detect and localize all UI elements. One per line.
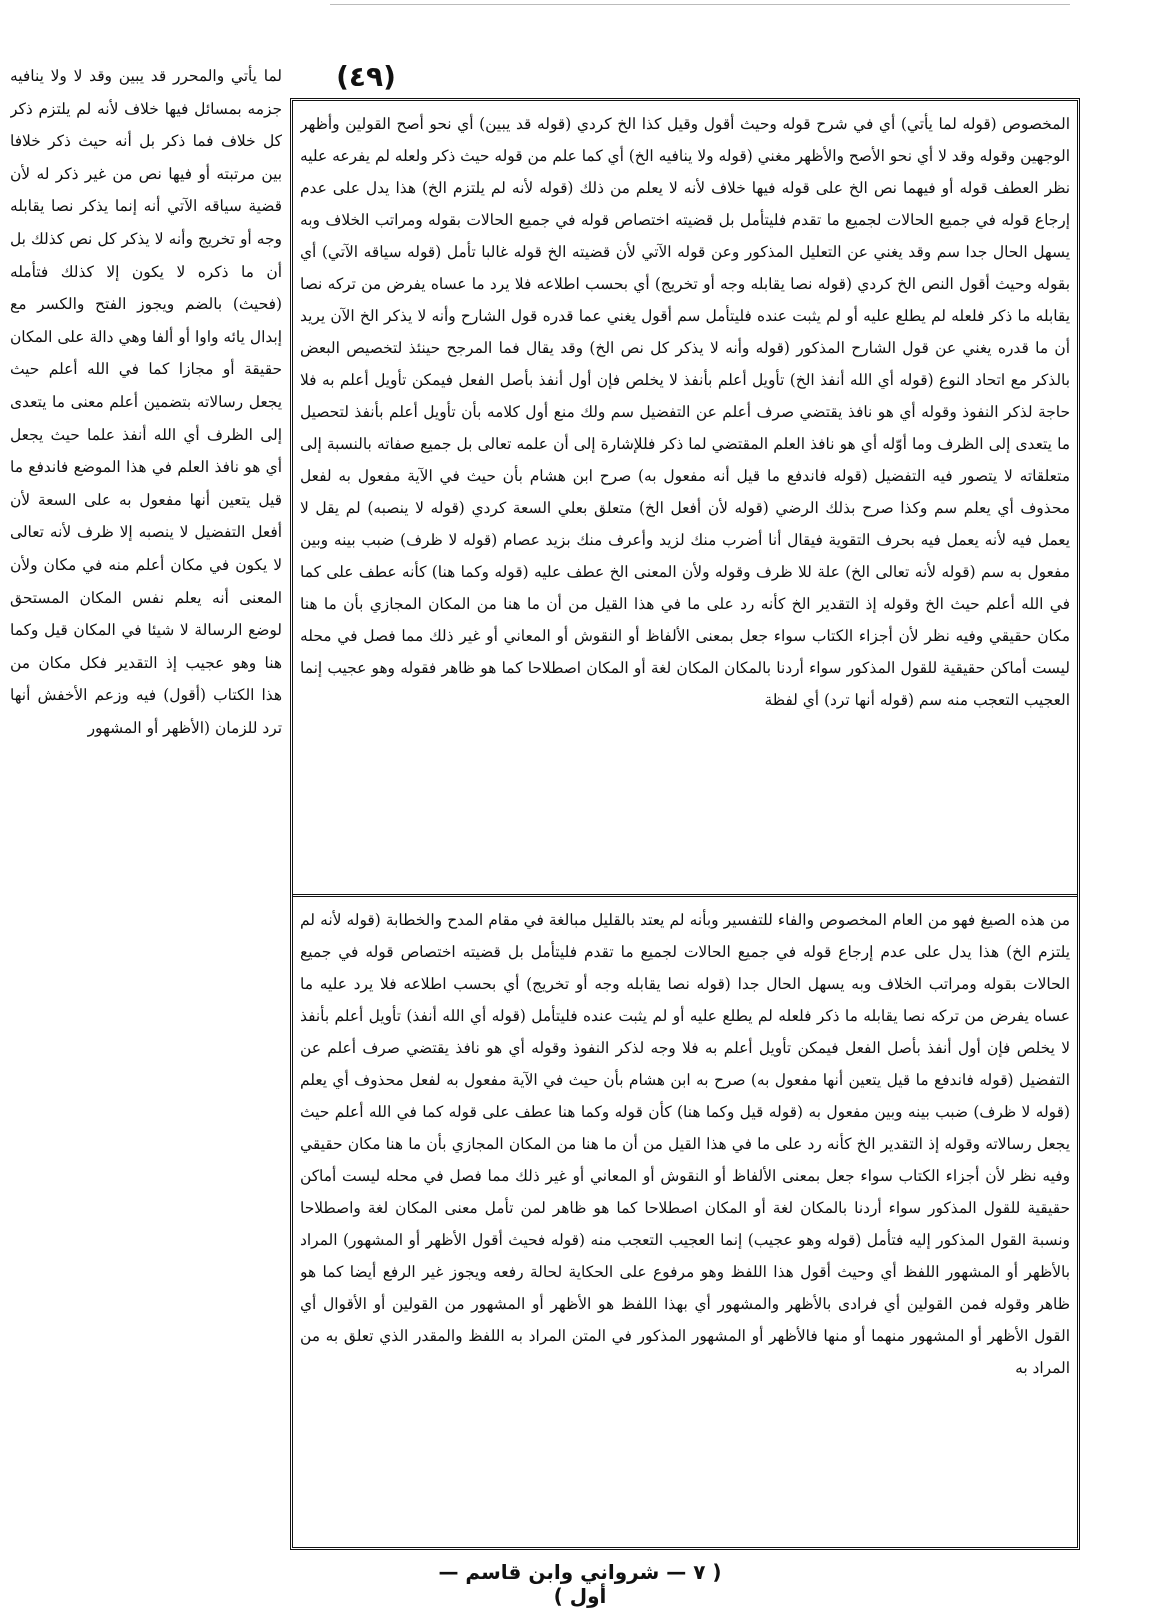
page-number: (٤٩) xyxy=(336,60,396,93)
side-column-text: لما يأتي والمحرر قد يبين وقد لا ولا ينافيه جزمه بمسائل فيها خلاف لأنه لم يلتزم ذكر كل خلاف فما ذكر بل أنه حيث ذكر خلافا بين مرتبته أو فيها نص من غير ذكر له لأن قضية سياقه الآتي أنه إنما يذكر نصا يقابله وجه أو تخريج وأنه لا يذكر كل نص كذلك بل أن ما ذكره لا يكون إلا كذلك فتأمله (فحيث) بالضم ويجوز الفتح والكسر مع إبدال يائه واوا أو ألفا وهي دالة على المكان حقيقة أو مجازا كما في الله أعلم حيث يجعل رسالاته بتضمين أعلم معنى ما يتعدى إلى الظرف أي الله أنفذ علما حيث يجعل أي هو نافذ العلم في هذا الموضع فاندفع ما قيل يتعين أنها مفعول به على السعة لأن أفعل التفضيل لا ينصبه إلا ظرف لأنه تعالى لا يكون في مكان أعلم منه في مكان ولأن المعنى أنه يعلم نفس المكان المستحق لوضع الرسالة لا شيئا في المكان قيل وكما هنا وهو عجيب إذ التقدير فكل مكان من هذا الكتاب (أقول) فيه وزعم الأخفش أنها ترد للزمان (الأظهر أو المشهور xyxy=(10,67,282,737)
top-edge-rule xyxy=(330,4,1070,5)
top-commentary-text: المخصوص (قوله لما يأتي) أي في شرح قوله وحيث أقول وقيل كذا الخ كردي (قوله قد يبين) أي نحو أصح القولين وأظهر الوجهين وقوله وقد لا أي نحو الأصح والأظهر مغني (قوله ولا ينافيه الخ) أي كما علم من قوله حيث ذكر ولعله لم يفرعه عليه نظر العطف قوله أو فيهما نص الخ على قوله فيها خلاف لأنه لا يعلم من ذلك (قوله لأنه لم يلتزم الخ) هذا يدل على عدم إرجاع قوله في جميع الحالات لجميع ما تقدم فليتأمل بل قضيته اختصاص قوله في جميع الحالات بقوله ومراتب الخلاف وبه يسهل الحال جدا سم وقد يغني عن التعليل المذكور وعن قوله الآتي لأن قضيته الخ قوله غالبا تأمل (قوله سياقه الآتي) أي بقوله وحيث أقول النص الخ كردي (قوله نصا يقابله وجه أو تخريج) أي بحسب اطلاعه فلا يرد ما عساه يفرض من تركه نصا يقابله ما ذكر فلعله لم يطلع عليه أو لم يثبت عنده فليتأمل سم أقول يغني عما قدره قول الشارح وأنه لا يذكر الخ الآن يريد أن ما قدره يغني عن قول الشارح المذكور (قوله وأنه لا يذكر كل نص الخ) وقد يقال فما المرجح حينئذ لتخصيص البعض بالذكر مع اتحاد النوع (قوله أي الله أنفذ الخ) تأويل أعلم بأنفذ لا يخلص فإن أول أنفذ بأصل الفعل فيمكن تأويل أعلم به فلا حاجة لذكر النفوذ وقوله أي هو نافذ يقتضي صرف أعلم عن التفضيل سم ولك منع أول كلامه بأن تأويل أعلم بأنفذ لتحصيل ما يتعدى إلى الظرف وما أوّله أي هو نافذ العلم المقتضي لما ذكر فللإشارة إلى أن علمه تعالى بل جميع صفاته بالنسبة إلى متعلقاته لا يتصور فيه التفضيل (قوله فاندفع ما قيل أنه مفعول به) صرح ابن هشام بأن حيث في الآية مفعول به لفعل محذوف أي يعلم سم وكذا صرح بذلك الرضي (قوله لأن أفعل الخ) متعلق بعلي السعة كردي (قوله لا ينصبه) لم يقل لا يعمل فيه لأنه يعمل فيه بحرف التقوية فيقال أنا أضرب منك لزيد وأعرف منك بزيد عصام (قوله لا ظرف) ضبب بينه وبين مفعول به سم (قوله لأنه تعالى الخ) علة للا ظرف وقوله ولأن المعنى الخ عطف عليه (قوله وكما هنا) كأنه عطف على كما في الله أعلم حيث الخ وقوله إذ التقدير الخ كأنه رد على ما في هذا القيل من أن ما هنا من المكان المجازي بأن ما هنا مكان حقيقي وفيه نظر لأن أجزاء الكتاب سواء جعل بمعنى الألفاظ أو النقوش أو المعاني أو غير ذلك مما فصل في محله ليست أماكن حقيقية للقول المذكور سواء أردنا بالمكان المكان لغة أو المكان اصطلاحا كما هو ظاهر فقوله وهو عجيب إنما العجيب التعجب منه سم (قوله أنها ترد) أي لفظة xyxy=(300,115,1070,709)
footer-signature: ( ٧ — شرواني وابن قاسم — أول ) xyxy=(438,1560,722,1608)
section-divider xyxy=(292,894,1078,897)
bottom-commentary-text: من هذه الصيغ فهو من العام المخصوص والفاء للتفسير وبأنه لم يعتد بالقليل مبالغة في مقام المدح والخطابة (قوله لأنه لم يلتزم الخ) هذا يدل على عدم إرجاع قوله في جميع الحالات لجميع ما تقدم فليتأمل بل قضيته اختصاص قوله في جميع الحالات بقوله ومراتب الخلاف وبه يسهل الحال جدا (قوله نصا يقابله وجه أو تخريج) أي بحسب اطلاعه فلا يرد عليه ما عساه يفرض من تركه نصا يقابله ما ذكر فلعله لم يطلع عليه أو لم يثبت عنده فليتأمل (قوله أي الله أنفذ) تأويل أعلم بأنفذ لا يخلص فإن أول أنفذ بأصل الفعل فيمكن تأويل أعلم به فلا وجه لذكر النفوذ وقوله أي هو نافذ يقتضي صرف أعلم عن التفضيل (قوله فاندفع ما قيل يتعين أنها مفعول به) صرح به ابن هشام بأن حيث في الآية مفعول به لفعل محذوف أي يعلم (قوله لا ظرف) ضبب بينه وبين مفعول به (قوله قيل وكما هنا) كأن قوله وكما هنا عطف على قوله كما في الله أعلم حيث يجعل رسالاته وقوله إذ التقدير الخ كأنه رد على ما في هذا القيل من أن ما هنا من المكان المجازي بأن ما هنا مكان حقيقي وفيه نظر لأن أجزاء الكتاب سواء جعل بمعنى الألفاظ أو النقوش أو المعاني أو غير ذلك مما فصل في محله ليست أماكن حقيقية للقول المذكور سواء أردنا بالمكان لغة أو المكان اصطلاحا كما هو ظاهر لمن تأمل معنى المكان لغة واصطلاحا ونسبة القول المذكور إليه فتأمل (قوله وهو عجيب) إنما العجيب التعجب منه (قوله فحيث أقول الأظهر أو المشهور) المراد بالأظهر أو المشهور اللفظ أي وحيث أقول هذا اللفظ وهو مرفوع على الحكاية لحالة رفعه ويجوز غير الرفع أيضا كما هو ظاهر وقوله فمن القولين أي فرادى بالأظهر والمشهور أي بهذا اللفظ هو الأظهر أو المشهور من القولين أو الأقوال أي القول الأظهر أو المشهور منهما أو منها فالأظهر أو المشهور المذكور في المتن المراد به اللفظ والمقدر الذي تعلق به من المراد به xyxy=(300,911,1070,1377)
